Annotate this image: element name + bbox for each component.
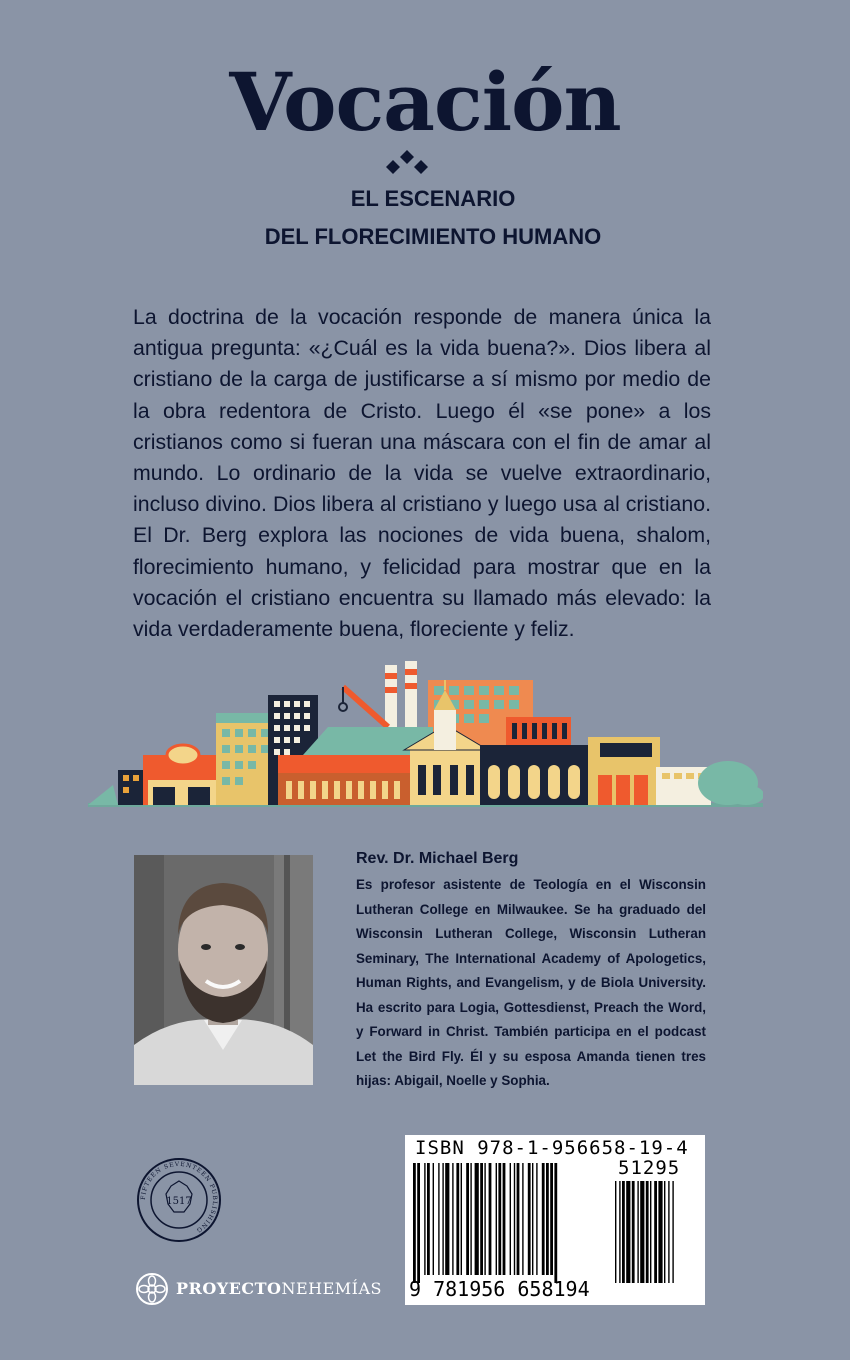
barcode-bar [452, 1163, 453, 1275]
author-photo [134, 855, 313, 1085]
publisher-name: PROYECTONEHEMÍAS [176, 1279, 382, 1298]
barcode-bar [417, 1163, 420, 1283]
barcode-bar [475, 1163, 479, 1275]
barcode-bar [496, 1163, 497, 1275]
price-barcode-bar [632, 1181, 635, 1283]
price-barcode-bar [626, 1181, 630, 1283]
publisher-seal-logo [136, 1157, 222, 1243]
barcode-bar [445, 1163, 449, 1275]
price-barcode-bar [654, 1181, 657, 1283]
diamond-ornament [380, 150, 440, 174]
barcode-bar [517, 1163, 520, 1275]
svg-text:1517: 1517 [166, 1196, 192, 1207]
barcode-bar [514, 1163, 515, 1275]
ean-digits: 9 781956 658194 [409, 1277, 590, 1301]
author-bio: Es profesor asistente de Teología en el Wisconsin Lutheran College en Milwaukee. Se ha graduado del Wisconsin Lutheran College, Wisconsin Lutheran Seminary, The International Academy of Apologetics, Human Rights, and Evangelism, y de Biola University. Ha escrito para Logia, Gottesdienst, Preach the Word, y Forward in Christ. También participa en el podcast Let the Bird Fly. Él y su esposa Amanda tienen tres hijas: Abigail, Noelle y Sophia. [356, 877, 706, 1088]
barcode-bar [433, 1163, 434, 1275]
price-barcode-bar [619, 1181, 620, 1283]
price-barcode-bar [650, 1181, 651, 1283]
barcode-bar [427, 1163, 430, 1275]
barcode-bar [456, 1163, 459, 1275]
barcode-bar [503, 1163, 506, 1275]
price-barcode-bar [640, 1181, 644, 1283]
barcode-bar [489, 1163, 492, 1275]
barcode-bar [522, 1163, 523, 1275]
barcode-bar [528, 1163, 531, 1275]
barcode-bar [532, 1163, 533, 1275]
isbn-barcode [405, 1135, 705, 1305]
barcode-bar [510, 1163, 511, 1275]
back-cover-blurb: La doctrina de la vocación responde de manera única la antigua pregunta: «¿Cuál es la vida buena?». Dios libera al cristiano de la carga de justificarse a sí mismo por medio de la obra redentora de Cristo. Luego él «se pone» a los cristianos como si fueran una máscara con el fin de amar al mundo. Lo ordinario de la vida se vuelve extraordinario, incluso divino. Dios libera al cristiano y luego usa al cristiano. El Dr. Berg explora las nociones de vida buena, shalom, florecimiento humano, y felicidad para mostrar que en la vocación el cristiano encuentra su llamado más elevado: la vida verdaderamente buena, floreciente y feliz. [133, 305, 711, 642]
price-code: 51295 [618, 1157, 681, 1179]
barcode-bar [550, 1163, 553, 1275]
barcode-bar [480, 1163, 483, 1275]
barcode-bar [442, 1163, 443, 1275]
barcode-bar [470, 1163, 471, 1275]
isbn-label: ISBN 978-1-956658-19-4 [415, 1137, 689, 1159]
price-barcode-bar [637, 1181, 638, 1283]
barcode-bar [461, 1163, 462, 1275]
barcode-bar [484, 1163, 485, 1275]
barcode-bar [466, 1163, 469, 1275]
price-barcode-bar [622, 1181, 625, 1283]
barcode-bar [424, 1163, 425, 1275]
barcode-bar [536, 1163, 537, 1275]
price-barcode-bar [658, 1181, 662, 1283]
barcode-bar [498, 1163, 501, 1275]
price-barcode-bar [664, 1181, 665, 1283]
author-name: Rev. Dr. Michael Berg [356, 850, 519, 867]
barcode-bar [438, 1163, 439, 1275]
barcode-bar [413, 1163, 416, 1283]
price-barcode-bar [646, 1181, 649, 1283]
subtitle-line-1: EL ESCENARIO [350, 186, 516, 211]
city-skyline-illustration [88, 655, 763, 815]
barcode-bar [542, 1163, 545, 1275]
publisher-flower-icon [135, 1272, 169, 1306]
price-barcode-bar [668, 1181, 669, 1283]
barcode-bar [546, 1163, 549, 1275]
svg-text:FIFTEEN SEVENTEEN PUBLISHING: FIFTEEN SEVENTEEN PUBLISHING [139, 1160, 219, 1234]
barcode-bar [554, 1163, 557, 1283]
price-barcode-bar [615, 1181, 616, 1283]
book-title: Vocación [229, 55, 621, 149]
subtitle-line-2: DEL FLORECIMIENTO HUMANO [264, 224, 602, 249]
price-barcode-bar [672, 1181, 673, 1283]
